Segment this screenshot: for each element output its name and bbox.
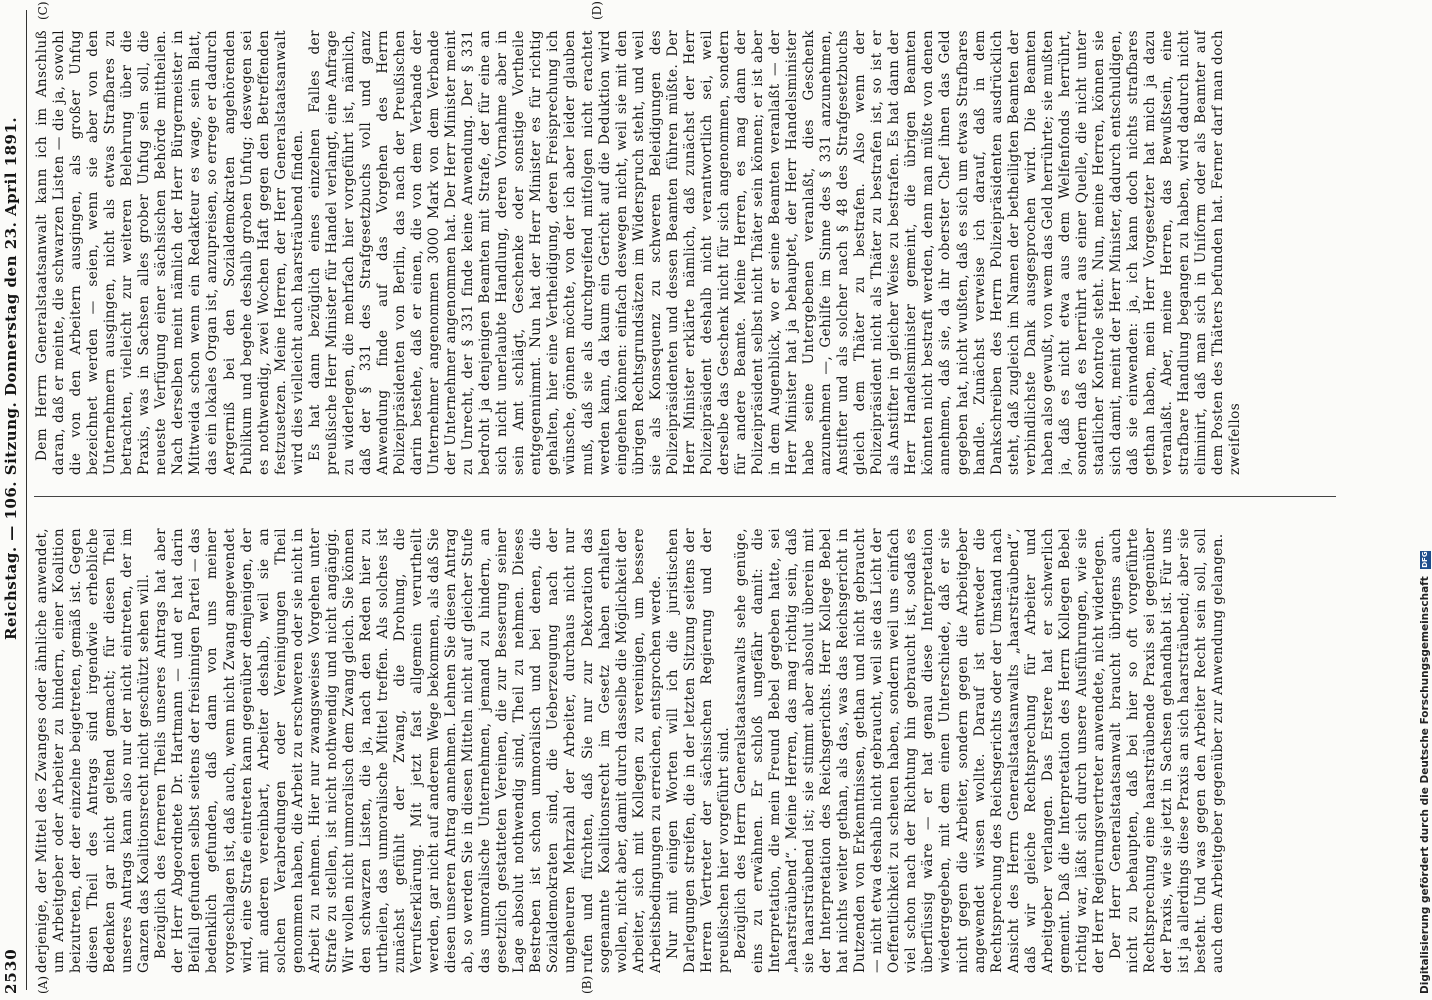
left-column bbox=[34, 528, 1336, 973]
page-header bbox=[0, 0, 30, 1000]
column-divider bbox=[34, 496, 1336, 497]
paragraph: Dem Herrn Generalstaatsanwalt kann ich im Anschluß daran, daß er meinte, die schwarzen Listen — die ja, sowohl die von den Arbeitern ausgingen, als großer Unfug bezeichnet werden — seien, wenn sie aber von den Unternehmern ausgingen, nicht als etwas Strafbares zu betrachten, vielleicht zur weiteren Belehrung über die Praxis, was in Sachsen alles grober Unfug sein soll, die neueste Verfügung einer sächsischen Behörde mittheilen. Nach derselben meint nämlich der Herr Bürgermeister in Mittweida schon wenn ein Redakteur es wage, sein Blatt, das ein lokales Organ ist, anzupreisen, so errege er dadurch Aergerniß bei den Sozialdemokraten angehörenden Publikum und begehe deshalb groben Unfug; deswegen sei es nothwendig, zwei Wochen Haft gegen den Betreffenden festzusetzen. Meine Herren, der Herr Generalstaatsanwalt wird dies vielleicht auch haarsträubend finden. bbox=[34, 30, 306, 475]
paragraph: Bezüglich des ferneren Theils unseres Antrags hat aber der Herr Abgeordnete Dr. Hartmann — und er hat darin Beifall gefunden selbst seitens der freisinnigen Partei — das bedenklich gefunden, daß dann von uns meiner vorgeschlagen ist, daß auch, wenn nicht Zwang angewendet wird, eine Strafe eintreten kann gegenüber demjenigen, der mit anderen vereinbart, Arbeiter deshalb, weil sie an solchen Verabredungen oder Vereinigungen Theil genommen haben, die Arbeit zu erschweren oder sie nicht in Arbeit zu nehmen. Hier nur zwangsweises Vorgehen unter Strafe zu stellen, ist nicht nothwendig und nicht angängig. Wir wollen nicht unmoralisch dem Zwang gleich. Sie können den schwarzen Listen, die ja, nach den Reden hier zu urtheilen, das unmoralische Mittel treffen. Als solches ist zunächst gefühlt der Zwang, die Drohung, die Verrufserklärung. Mit jetzt fast allgemein verurtheilt werden, gar nicht auf anderem Wege bekommen, als daß Sie diesen unseren Antrag annehmen. Lehnen Sie diesen Antrag ab, so werden Sie in diesen Mitteln nicht auf gleicher Stufe das unmoralische Unternehmen, jemand zu hindern, an gesetzlich gestatteten Vereinen, die zur Besserung seiner Lage absolut nothwendig sind, Theil zu nehmen. Dieses Bestreben ist schon unmoralisch und bei denen, die Sozialdemokraten sind, die Ueberzeugung nach der ungeheuren Mehrzahl der Arbeiter, durchaus nicht nur rufen und fürchten, daß Sie nur zur Dekoration das sogenannte Koalitionsrecht im Gesetz haben erhalten wollen, nicht aber, damit durch dasselbe die Möglichkeit der Arbeiter, sich mit Kollegen zu vereinigen, um bessere Arbeitsbedingungen zu erreichen, entsprochen werde. bbox=[153, 528, 664, 973]
right-column bbox=[34, 30, 1336, 475]
dfg-logo: DFG bbox=[1420, 551, 1429, 568]
digitization-credit bbox=[1419, 0, 1432, 1000]
paragraph: Nur mit einigen Worten will ich die juristischen Darlegungen streifen, die in der letzten Sitzung seitens der Herren Vertreter der sächsischen Regierung und der preußischen hier vorgeführt sind. bbox=[664, 528, 732, 973]
margin-marker-b: (B) bbox=[580, 975, 594, 994]
header-rule bbox=[26, 10, 27, 990]
margin-marker-c: (C) bbox=[36, 1, 50, 20]
margin-marker-d: (D) bbox=[590, 1, 604, 20]
paragraph: Es hat dann bezüglich eines einzelnen Falles der preußische Herr Minister für Handel verlangt, eine Anfrage zu widerlegen, die mehrfach hier vorgeführt ist, nämlich, daß der § 331 des Strafgesetzbuchs voll und ganz Anwendung finde auf das Vorgehen des Herrn Polizeipräsidenten von Berlin, das nach der Preußischen darin bestehe, daß er einen, die von dem Verbande der Unternehmer angenommen 3000 Mark von dem Verbande der Unternehmer angenommen hat. Der Herr Minister meint zu Unrecht, der § 331 finde keine Anwendung. Der § 331 bedroht ja denjenigen Beamten mit Strafe, der für eine an sich nicht unerlaubte Handlung, deren Vornahme aber in sein Amt schlägt, Geschenke oder sonstige Vortheile entgegennimmt. Nun hat der Herr Minister es für richtig gehalten, hier eine Vertheidigung, deren Freisprechung ich wünsche, gönnen möchte, von der ich aber leider glauben muß, daß sie als durchgreifend mitfolgen nicht erachtet werden kann, da kaum ein Gericht auf die Deduktion wird eingehen können: einfach deswegen nicht, weil sie mit den übrigen Rechtsgrundsätzen im Widerspruch steht, und weil sie als Konsequenz zu schweren Beleidigungen des Polizeipräsidenten und dessen Beamten führen müßte. Der Herr Minister erklärte nämlich, daß zunächst der Herr Polizeipräsident deshalb nicht verantwortlich sei, weil derselbe das Geschenk nicht für sich angenommen, sondern für andere Beamte. Meine Herren, es mag dann der Polizeipräsident selbst nicht Thäter sein können; er ist aber in dem Augenblick, wo er seine Beamten veranlaßt — der Herr Minister hat ja behauptet, der Herr Handelsminister habe seine Untergebenen veranlaßt, dies Geschenk anzunehmen —, Gehilfe im Sinne des § 331 anzunehmen, Anstifter und als solcher nach § 48 des Strafgesetzbuchs gleich dem Thäter zu bestrafen. Also wenn der Polizeipräsident nicht als Thäter zu bestrafen ist, so ist er als Anstifter in gleicher Weise zu bestrafen. Es hat dann der Herr Handelsminister gemeint, die übrigen Beamten könnten nicht bestraft werden, denn man müßte von denen annehmen, daß sie, da ihr oberster Chef ihnen das Geld gegeben hat, nicht wußten, daß es sich um etwas Strafbares handle. Zunächst verweise ich darauf, daß in dem Dankschreiben des Herrn Polizeipräsidenten ausdrücklich steht, daß zugleich im Namen der betheiligten Beamten der verbindlichste Dank ausgesprochen wird. Die Beamten haben also gewußt, von wem das Geld herrührte; sie mußten ja, daß es nicht etwa aus dem Welfenfonds herrührt, sondern daß es herrührt aus einer Quelle, die nicht unter staatlicher Kontrole steht. Nun, meine Herren, können sie sich damit, meint der Herr Minister, dadurch entschuldigen, daß sie einwenden: ja, ich kann doch nichts strafbares gethan haben, mein Herr Vorgesetzter hat mich ja dazu veranlaßt. Aber, meine Herren, das Bewußtsein, eine strafbare Handlung begangen zu haben, wird dadurch nicht eliminirt, daß man sich in Uniform oder als Beamter auf dem Posten des Thäters befunden hat. Ferner darf man doch zweifellos bbox=[306, 30, 1244, 475]
page-number: 2530 bbox=[2, 948, 20, 994]
paragraph: Der Herr Generalstaatsanwalt braucht übrigens auch nicht zu behaupten, daß bei hier so oft vorgeführte Rechtsprechung eine haarsträubende Praxis sei gegenüber der Praxis, wie sie jetzt in Sachsen gehandhabt ist. Für uns ist ja allerdings diese Praxis an sich haarsträubend; aber sie besteht. Und was gegen den Arbeiter Recht sein soll, soll auch dem Arbeitgeber gegenüber zur Anwendung gelangen. bbox=[1107, 528, 1227, 973]
margin-marker-a: (A) bbox=[36, 975, 50, 994]
paragraph: Bezüglich des Herrn Generalstaatsanwalts sehe genüge, eins zu erwähnen. Er schloß ungefähr damit: die Interpretation, die mein Freund Bebel gegeben hatte, sei „haarsträubend“. Meine Herren, das mag richtig sein, daß sie haarsträubend ist; sie stimmt aber absolut überein mit der Interpretation des Reichsgerichts. Herr Kollege Bebel hat nichts weiter gethan, als das, was das Reichsgericht in Dutzenden von Erkenntnissen, gethan und nicht gebraucht — nicht etwa deshalb nicht gebraucht, weil sie das Licht der Oeffentlichkeit zu scheuen haben, sondern weil uns einfach viel schon nach der Richtung hin gebraucht ist, sodaß es überflüssig wäre — er hat genau diese Interpretation wiedergegeben, mit dem einen Unterschiede, daß er sie nicht gegen die Arbeiter, sondern gegen die Arbeitgeber angewendet wissen wollte. Darauf ist entweder die Rechtsprechung des Reichsgerichts oder der Umstand nach Ansicht des Herrn Generalstaatsanwalts „haarsträubend“, daß wir gleiche Rechtsprechung für Arbeiter und Arbeitgeber verlangen. Das Erstere hat er schwerlich gemeint. Daß die Interpretation des Herrn Kollegen Bebel richtig war, läßt sich durch unsere Ausführungen, wie sie der Herr Regierungsvertreter anwendete, nicht widerlegen. bbox=[732, 528, 1107, 973]
page-title: Reichstag. — 106. Sitzung. Donnerstag den 23. April 1891. bbox=[2, 116, 20, 640]
credit-text: Digitalisierung gefördert durch die Deutsche Forschungsgemeinschaft bbox=[1419, 576, 1431, 994]
paragraph: derjenige, der Mittel des Zwanges oder ähnliche anwendet, um Arbeitgeber oder Arbeiter zu hindern, einer Koalition beizutreten, der der einzelne beigetreten, gemäß ist. Gegen diesen Theil des Antrags sind irgendwie erhebliche Bedenken gar nicht geltend gemacht; für diesen Theil unseres Antrags kann also nur der nicht eintreten, der im Ganzen das Koalitionsrecht nicht geschützt sehen will. bbox=[34, 528, 153, 973]
